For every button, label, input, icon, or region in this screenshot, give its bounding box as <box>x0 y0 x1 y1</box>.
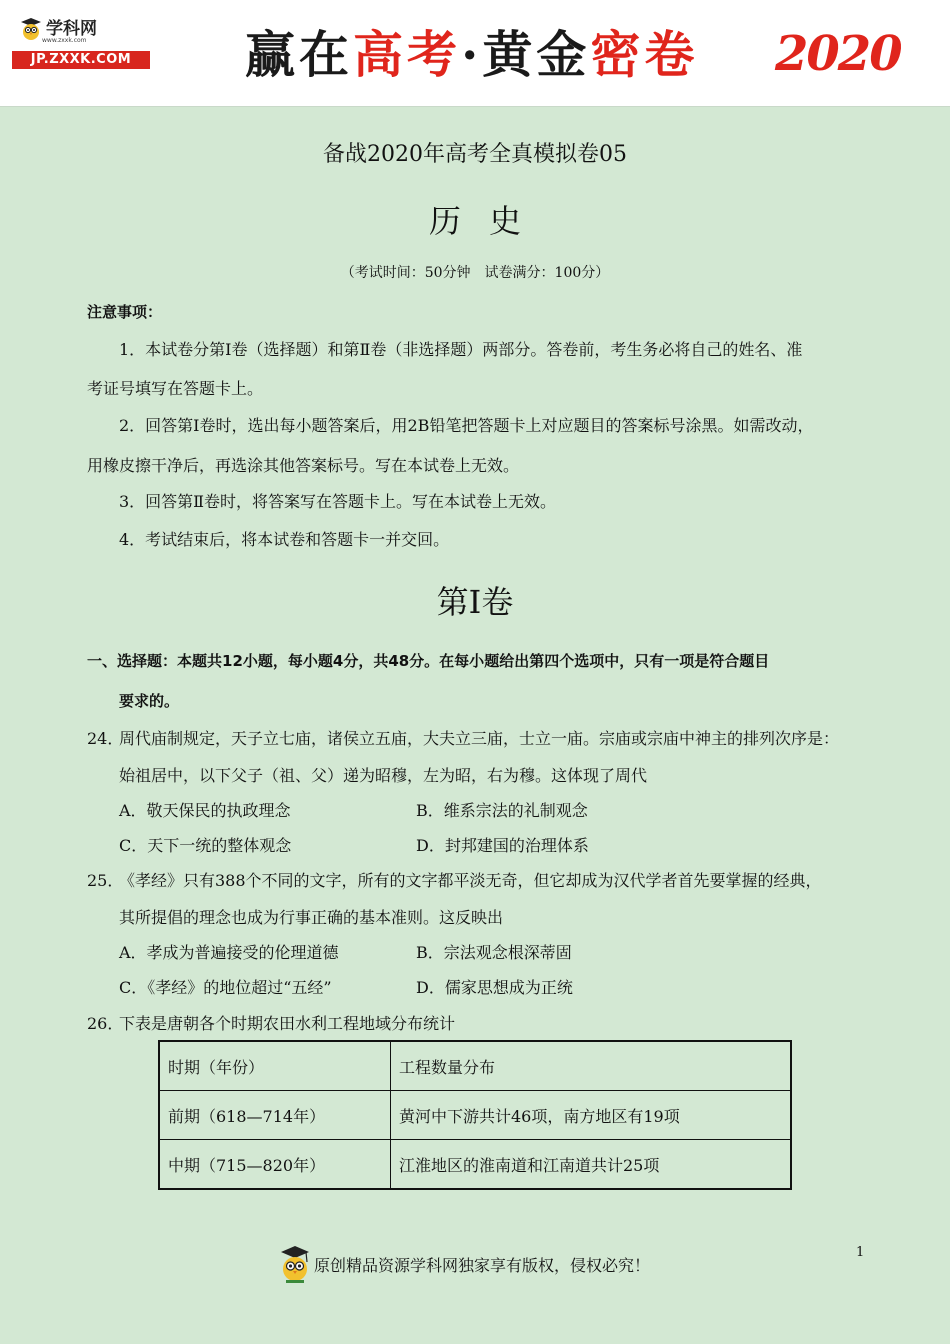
note-line-4: 用橡皮擦干净后，再选涂其他答案标号。写在本试卷上无效。 <box>87 456 520 475</box>
table-cell: 前期（618—714年） <box>159 1091 391 1140</box>
question-number: 25． <box>87 871 124 890</box>
question-text-line-1: 周代庙制规定，天子立七庙，诸侯立五庙，大夫立三庙，士立一庙。宗庙或宗庙中神主的排列次序是： <box>119 729 840 748</box>
question-text-line-1: 《孝经》只有388个不同的文字，所有的文字都平淡无奇，但它却成为汉代学者首先要掌握的经典， <box>119 871 822 890</box>
table-cell: 黄河中下游共计46项，南方地区有19项 <box>391 1091 792 1140</box>
table-cell: 江淮地区的淮南道和江南道共计25项 <box>391 1140 792 1190</box>
table-header-cell: 工程数量分布 <box>391 1041 792 1091</box>
option-b: B．宗法观念根深蒂固 <box>416 943 572 962</box>
table-cell: 中期（715—820年） <box>159 1140 391 1190</box>
banner-part-3: 黄金 <box>482 25 591 84</box>
exam-info: （考试时间：50分钟 试卷满分：100分） <box>340 265 610 281</box>
logo-url: JP.ZXXK.COM <box>12 51 150 69</box>
table-row <box>159 1091 791 1140</box>
option-d: D．封邦建国的治理体系 <box>416 836 589 855</box>
option-c: C．天下一统的整体观念 <box>119 836 292 855</box>
table-header-cell: 时期（年份） <box>159 1041 391 1091</box>
section-title: 第Ⅰ卷 <box>436 583 514 621</box>
note-line-1: 1．本试卷分第Ⅰ卷（选择题）和第Ⅱ卷（非选择题）两部分。答卷前，考生务必将自己的姓名、准 <box>119 340 803 359</box>
banner-part-1: 赢在 <box>245 25 353 84</box>
question-text-line-2: 始祖居中，以下父子（祖、父）递为昭穆，左为昭，右为穆。这体现了周代 <box>119 766 648 785</box>
note-line-6: 4．考试结束后，将本试卷和答题卡一并交回。 <box>119 530 450 549</box>
option-a: A．敬天保民的执政理念 <box>119 801 291 820</box>
notes-heading: 注意事项： <box>87 303 163 321</box>
banner-dot: · <box>461 25 483 84</box>
question-number: 24． <box>87 729 124 748</box>
option-b: B．维系宗法的礼制观念 <box>416 801 588 820</box>
header-banner <box>0 0 950 107</box>
option-a: A．孝成为普遍接受的伦理道德 <box>119 943 339 962</box>
logo-small-url: www.zxxk.com <box>42 37 87 44</box>
table-header-row <box>159 1041 791 1091</box>
year-logo: 2020 <box>775 26 901 82</box>
note-line-5: 3．回答第Ⅱ卷时，将答案写在答题卡上。写在本试卷上无效。 <box>119 492 557 511</box>
zxxk-logo[interactable] <box>12 16 152 74</box>
irrigation-table <box>158 1040 792 1190</box>
footer-copyright: 原创精品资源学科网独家享有版权，侵权必究！ <box>314 1255 651 1275</box>
instructions-line-1: 一、选择题：本题共12小题，每小题4分，共48分。在每小题给出第四个选项中，只有一项是符合题目 <box>87 652 770 670</box>
banner-part-2: 高考 <box>353 25 461 84</box>
page-number: 1 <box>856 1245 865 1260</box>
table-row <box>159 1140 791 1190</box>
question-number: 26． <box>87 1014 124 1033</box>
question-text-line-1: 下表是唐朝各个时期农田水利工程地域分布统计 <box>119 1014 456 1033</box>
instructions-line-2: 要求的。 <box>119 692 180 710</box>
subject-title: 历史 <box>428 202 549 240</box>
logo-name: 学科网 <box>46 19 97 39</box>
owl-mascot-icon <box>278 1244 312 1284</box>
option-c: C．《孝经》的地位超过“五经” <box>119 978 332 997</box>
note-line-2: 考证号填写在答题卡上。 <box>87 379 264 398</box>
question-text-line-2: 其所提倡的理念也成为行事正确的基本准则。这反映出 <box>119 908 504 927</box>
option-d: D．儒家思想成为正统 <box>416 978 573 997</box>
note-line-3: 2．回答第Ⅰ卷时，选出每小题答案后，用2B铅笔把答题卡上对应题目的答案标号涂黑。如需改动， <box>119 416 814 435</box>
footer <box>278 1244 650 1284</box>
banner-title <box>245 20 698 90</box>
owl-mascot-icon <box>18 16 44 42</box>
page-title: 备战2020年高考全真模拟卷05 <box>323 142 627 167</box>
banner-part-4: 密卷 <box>590 25 699 84</box>
